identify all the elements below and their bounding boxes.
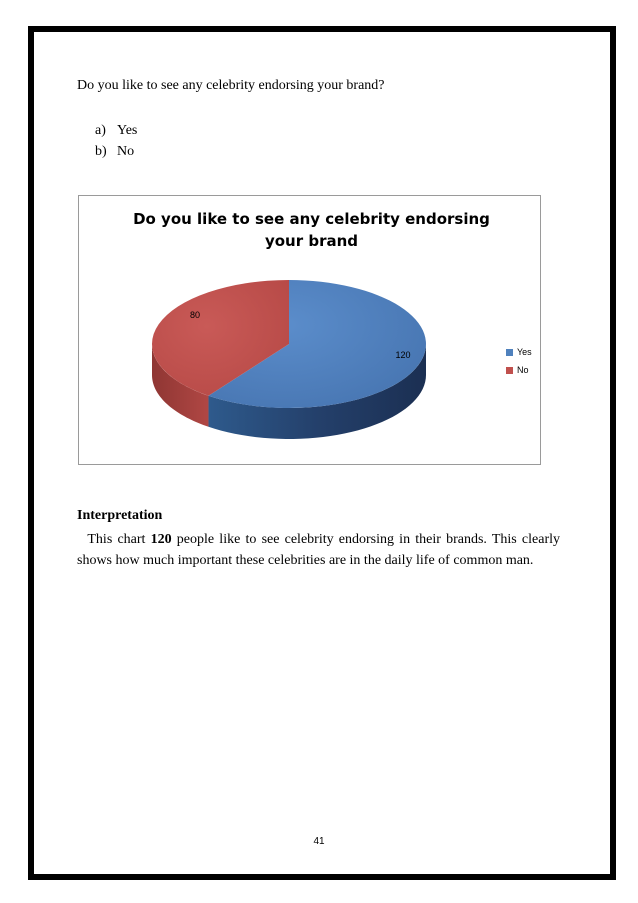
legend-swatch-yes xyxy=(506,349,513,356)
option-a xyxy=(95,120,137,141)
option-letter: b) xyxy=(95,144,107,159)
data-label-yes: 120 xyxy=(395,350,411,360)
legend-label-yes: Yes xyxy=(517,347,532,357)
page-number: 41 xyxy=(313,836,325,847)
interpretation-suffix: people like to see celebrity endorsing in their brands. This clearly shows how much important these celebrities are in the daily life of common man. xyxy=(77,532,561,568)
option-b xyxy=(95,141,137,162)
option-label: No xyxy=(117,144,135,159)
interpretation-prefix: This chart xyxy=(87,532,151,547)
interpretation-highlight: 120 xyxy=(150,532,172,547)
interpretation-body xyxy=(77,529,560,571)
option-letter: a) xyxy=(95,123,106,138)
interpretation-heading: Interpretation xyxy=(77,508,163,523)
chart-legend xyxy=(506,343,532,379)
chart-title-line-1: Do you like to see any celebrity endorsing xyxy=(133,210,490,228)
option-label: Yes xyxy=(117,123,138,138)
data-label-no: 80 xyxy=(189,310,201,320)
legend-item-no xyxy=(506,361,532,379)
chart-title-line-2: your brand xyxy=(264,232,359,250)
legend-item-yes xyxy=(506,343,532,361)
options-list xyxy=(95,120,137,162)
pie-chart-plot xyxy=(79,196,542,466)
pie-chart xyxy=(78,195,541,465)
legend-swatch-no xyxy=(506,367,513,374)
legend-label-no: No xyxy=(517,365,529,375)
question-text: Do you like to see any celebrity endorsing your brand? xyxy=(77,78,385,93)
